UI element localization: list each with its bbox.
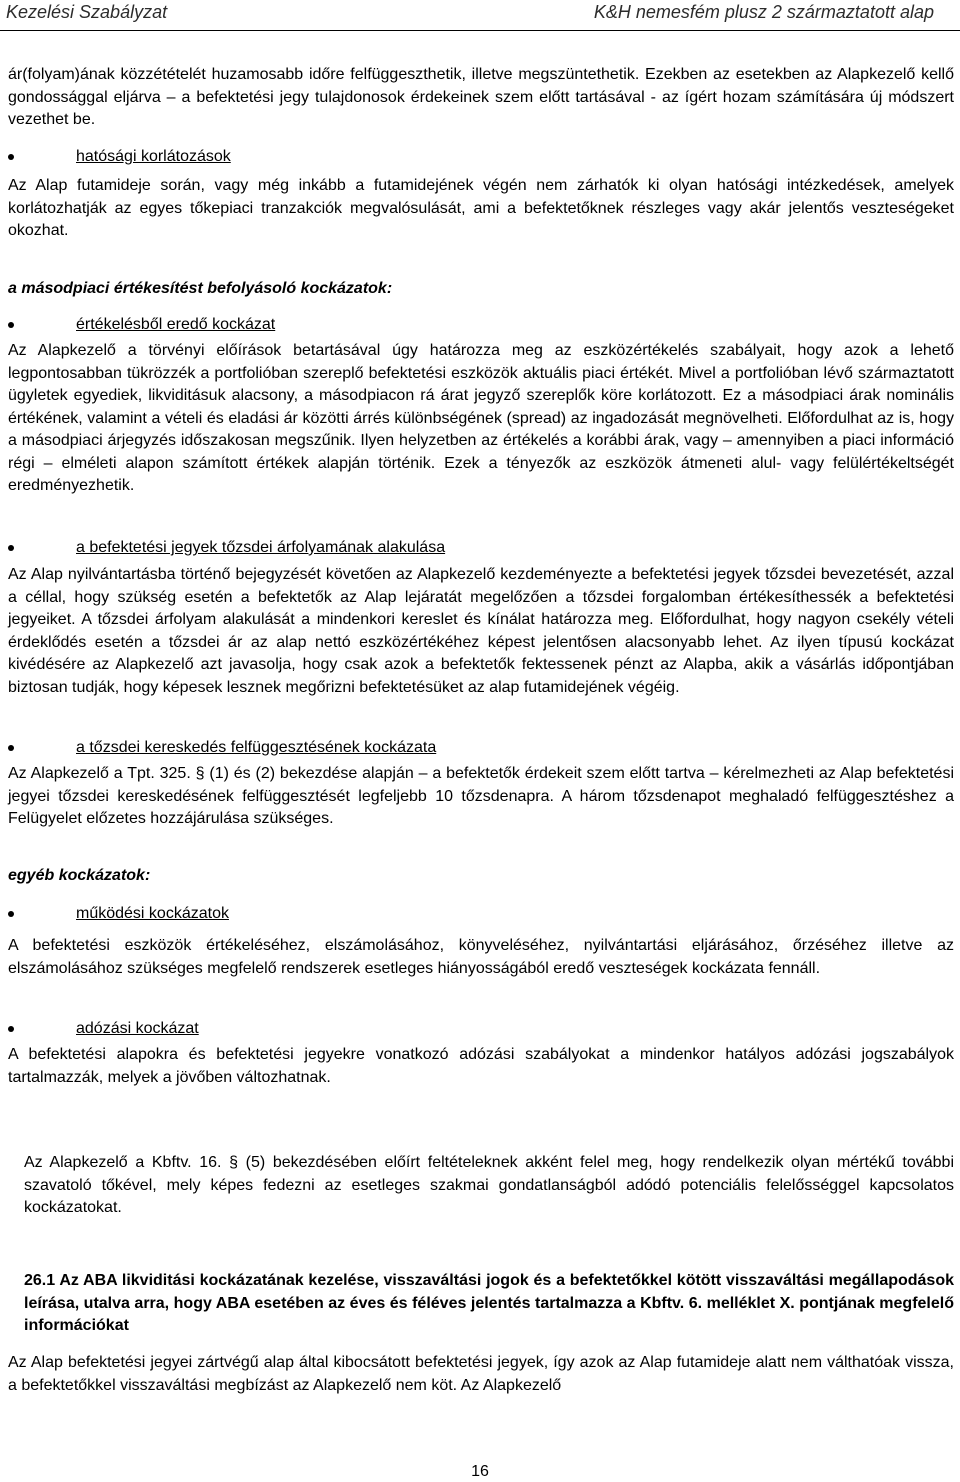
bullet-icon	[8, 322, 14, 328]
bullet-icon	[8, 911, 14, 917]
paragraph-kbftv: Az Alapkezelő a Kbftv. 16. § (5) bekezdésében előírt feltételeknek akként felel meg, hogy rendelkezik olyan mértékű további szavatoló tőkével, mely képes fedezni az esetleges szakmai gondatlanságból adódó potenciális felelősséggel kapcsolatos kockázatokat.	[24, 1154, 954, 1216]
paragraph-tozsdei-arfolyam: Az Alap nyilvántartásba történő bejegyzését követően az Alapkezelő kezdeményezte a befektetési jegyek tőzsdei bevezetését, azzal a céllal, hogy szükség esetén a befektetők az Alap lejáratát megelőzően a tőzsdei forgalomban értékesíthessék a befektetési jegyeiket. A tőzsdei árfolyam alakulását a mindenkori kereslet és kínálat határozza meg. Előfordulhat, hogy nagyon csekély vételi érdeklődés esetén a tőzsdei ár az alap nettó eszközértékéhez képest jelentősen alacsonyabb lehet. Az ilyen típusú kockázat kivédésére az Alapkezelő azt javasolja, hogy csak azok a befektetők fektessenek pénzt az Alapba, akik a vásárlás időpontjában biztosan tudják, hogy képesek lesznek megőrizni befektetésüket az alap futamidejének végéig.	[8, 566, 954, 696]
paragraph-hatosagi: Az Alap futamideje során, vagy még inkább a futamidejének végén nem zárhatók ki olyan hatósági intézkedések, amelyek korlátozhatják az egyes tőkepiaci tranzakciók megvalósulását, ami a befektetőknek részleges vagy akár jelentős veszteségeket okozhat.	[8, 177, 954, 239]
paragraph-felfuggesztes: Az Alapkezelő a Tpt. 325. § (1) és (2) bekezdése alapján – a befektetők érdekeit szem előtt tartva – kérelmezheti az Alap befektetési jegyei tőzsdei kereskedésének felfüggesztését legfeljebb 10 tőzsdenapra. A három tőzsdenapot meghaladó felfüggesztéshez a Felügyelet előzetes hozzájárulása szükséges.	[8, 765, 954, 827]
paragraph-intro: ár(folyam)ának közzétételét huzamosabb időre felfüggeszthetik, illetve megszüntethetik. Ezekben az esetekben az Alapkezelő kellő gondossággal eljárva – a befektetési jegy tulajdonosok érdekeinek szem előtt tartásával - az ígért hozam számítására új módszert vezethet be.	[8, 66, 954, 128]
bullet-icon	[8, 154, 14, 160]
section-heading-masodpiaci: a másodpiaci értékesítést befolyásoló kockázatok:	[8, 280, 393, 297]
bullet-label: működési kockázatok	[76, 905, 229, 922]
header-rule	[0, 30, 960, 31]
header-fund-name: K&H nemesfém plusz 2 származtatott alap	[593, 2, 934, 22]
header-document-title: Kezelési Szabályzat	[6, 2, 168, 22]
paragraph-ertekeles: Az Alapkezelő a törvényi előírások betartásával úgy határozza meg az eszközértékelés szabályait, hogy azok a lehető legpontosabban tükrözzék a portfolióban szereplő befektetési eszközök aktuális piaci értékét. Mivel a portfolióban lévő származtatott ügyletek egyediek, likviditásuk alacsony, a másodpiacon rá árat jegyző szereplők köre korlátozott. Ez a másodpiaci árak nominális értékének, valamint a vételi és eladási ár közötti árrés különbségének (spread) az ingadozását megnövelheti. Előfordulhat az is, hogy a másodpiaci árjegyzés időszakosan megszűnik. Ilyen helyzetben az értékelés a korábbi árak, vagy – amennyiben a piaci információ régi – elméleti alapon számított értékek alapján történik. Ezek a tényezők az eszközök átmeneti alul- vagy felülértékeltségét eredményezhetik.	[8, 342, 954, 494]
paragraph-mukodesi: A befektetési eszközök értékeléséhez, elszámolásához, könyveléséhez, nyilvántartási eljárásához, őrzéséhez illetve az elszámolásához szükséges megfelelő rendszerek esetleges hiányosságából eredő veszteségek kockázata fennáll.	[8, 937, 954, 977]
bullet-icon	[8, 545, 14, 551]
page-number: 16	[471, 1463, 489, 1480]
section-heading-26-1: 26.1 Az ABA likviditási kockázatának kezelése, visszaváltási jogok és a befektetőkkel kötött visszaváltási megállapodások leírása, utalva arra, hogy ABA esetében az éves és féléves jelentés tartalmazza a Kbftv. 6. melléklet X. pontjának megfelelő információkat	[24, 1272, 954, 1334]
bullet-icon	[8, 1026, 14, 1032]
bullet-label: értékelésből eredő kockázat	[76, 316, 276, 333]
page-header	[0, 0, 960, 36]
bullet-label: hatósági korlátozások	[76, 148, 231, 165]
bullet-label: a tőzsdei kereskedés felfüggesztésének kockázata	[76, 739, 437, 756]
section-heading-egyeb: egyéb kockázatok:	[8, 867, 151, 884]
paragraph-adozasi: A befektetési alapokra és befektetési jegyekre vonatkozó adózási szabályokat a mindenkor hatályos adózási jogszabályok tartalmazzák, melyek a jövőben változhatnak.	[8, 1046, 954, 1086]
bullet-icon	[8, 745, 14, 751]
paragraph-likviditas: Az Alap befektetési jegyei zártvégű alap által kibocsátott befektetési jegyek, így azok az Alap futamideje alatt nem válthatóak vissza, a befektetőkkel visszaváltási megbízást az Alapkezelő nem köt. Az Alapkezelő	[8, 1354, 954, 1394]
bullet-label: adózási kockázat	[76, 1020, 199, 1037]
bullet-label: a befektetési jegyek tőzsdei árfolyamának alakulása	[76, 539, 446, 556]
